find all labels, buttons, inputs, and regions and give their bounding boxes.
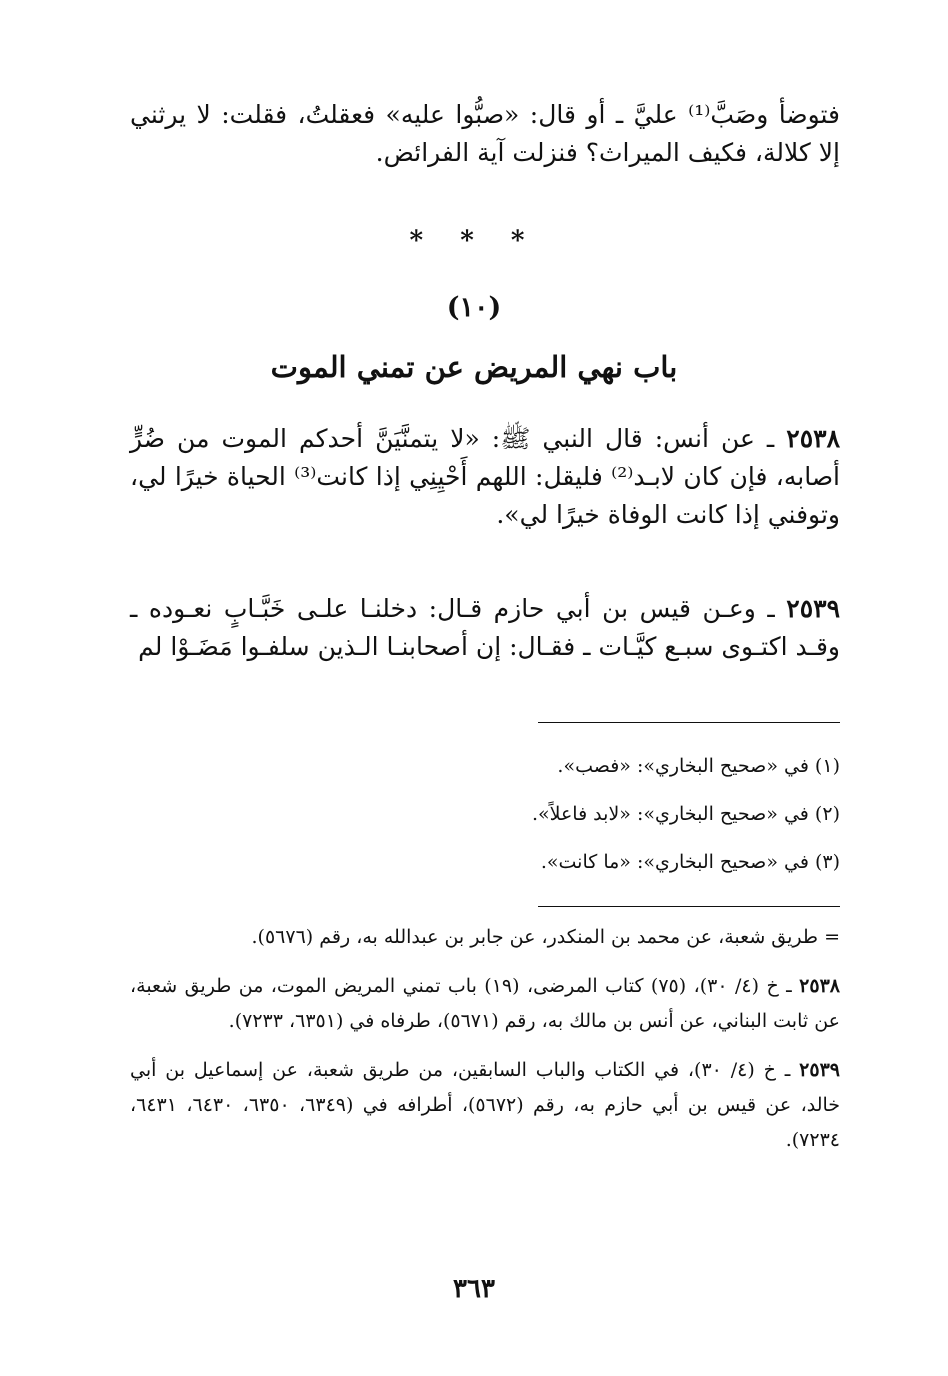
paragraph-intro-line-1: فتوضأ وصَبَّ⁽¹⁾ عليَّ ـ أو قال: «صبُّوا عليه» فعقلتُ، فقلت: لا يرثني إلا bbox=[130, 100, 840, 167]
hadith-2538 bbox=[130, 420, 840, 534]
source-entry-2539 bbox=[130, 1053, 840, 1158]
hadith-2538-number: ٢٥٣٨ bbox=[786, 424, 840, 453]
sources-divider bbox=[538, 906, 840, 907]
source-2538-text: ـ خ (٤/ ٣٠)، (٧٥) كتاب المرضى، (١٩) باب تمني المريض الموت، من طريق شعبة، عن ثابت البناني، عن أنس بن مالك به، رقم (٥٦٧١)، طرفاه في (٦٣٥١، ٧٢٣٣). bbox=[130, 975, 840, 1032]
hadith-2539-number: ٢٥٣٩ bbox=[786, 594, 840, 623]
hadith-2539-text: ـ وعـن قيس بن أبي حازم قـال: دخلنـا علـى خَبَّـابٍ نعـوده ـ وقـد اكتـوى سبـع كيَّـات ـ فقـال: إن أصحابنـا الـذين سلفـوا مَضَـوْا لم bbox=[130, 594, 840, 661]
footnote-1: (١) في «صحيح البخاري»: «فصب». bbox=[557, 755, 840, 777]
paragraph-intro bbox=[130, 96, 840, 172]
source-2539-number: ٢٥٣٩ bbox=[799, 1059, 840, 1081]
paragraph-intro-line-2: كلالة، فكيف الميراث؟ فنزلت آية الفرائض. bbox=[375, 138, 811, 167]
source-continuation: = طريق شعبة، عن محمد بن المنكدر، عن جابر بن عبدالله به، رقم (٥٦٧٦). bbox=[251, 926, 840, 948]
footnotes bbox=[130, 742, 840, 886]
chapter-title: باب نهي المريض عن تمني الموت bbox=[270, 350, 678, 384]
source-2539-text: ـ خ (٤/ ٣٠)، في الكتاب والباب السابقين، من طريق شعبة، عن إسماعيل بن أبي خالد، عن قيس بن أبي حازم به، رقم (٥٦٧٢)، أطرافه في (٦٣٤٩، ٦٣٥٠، ٦٤٣٠، ٦٤٣١، ٧٢٣٤). bbox=[130, 1059, 841, 1151]
source-references bbox=[130, 920, 840, 1172]
source-entry-2538 bbox=[130, 969, 840, 1039]
footnote-3: (٣) في «صحيح البخاري»: «ما كانت». bbox=[540, 851, 840, 873]
hadith-2539 bbox=[130, 590, 840, 666]
source-2538-number: ٢٥٣٨ bbox=[799, 975, 840, 997]
page-number: ٣٦٣ bbox=[453, 1274, 495, 1304]
hadith-2538-text: ـ عن أنس: قال النبي ﷺ: «لا يتمنَّيَنَّ أحدكم الموت من ضُرٍّ أصابه، فإن كان لابـد⁽²⁾ فليقل: اللهم أَحْيِنِي إذا كانت⁽³⁾ الحياة خيرًا لي، وتوفني إذا كانت الوفاة خيرًا لي». bbox=[130, 424, 840, 529]
footnote-divider bbox=[538, 722, 840, 723]
section-separator: * * * bbox=[409, 226, 539, 256]
chapter-number: (١٠) bbox=[446, 292, 502, 323]
footnote-2: (٢) في «صحيح البخاري»: «لابد فاعلاً». bbox=[531, 803, 840, 825]
